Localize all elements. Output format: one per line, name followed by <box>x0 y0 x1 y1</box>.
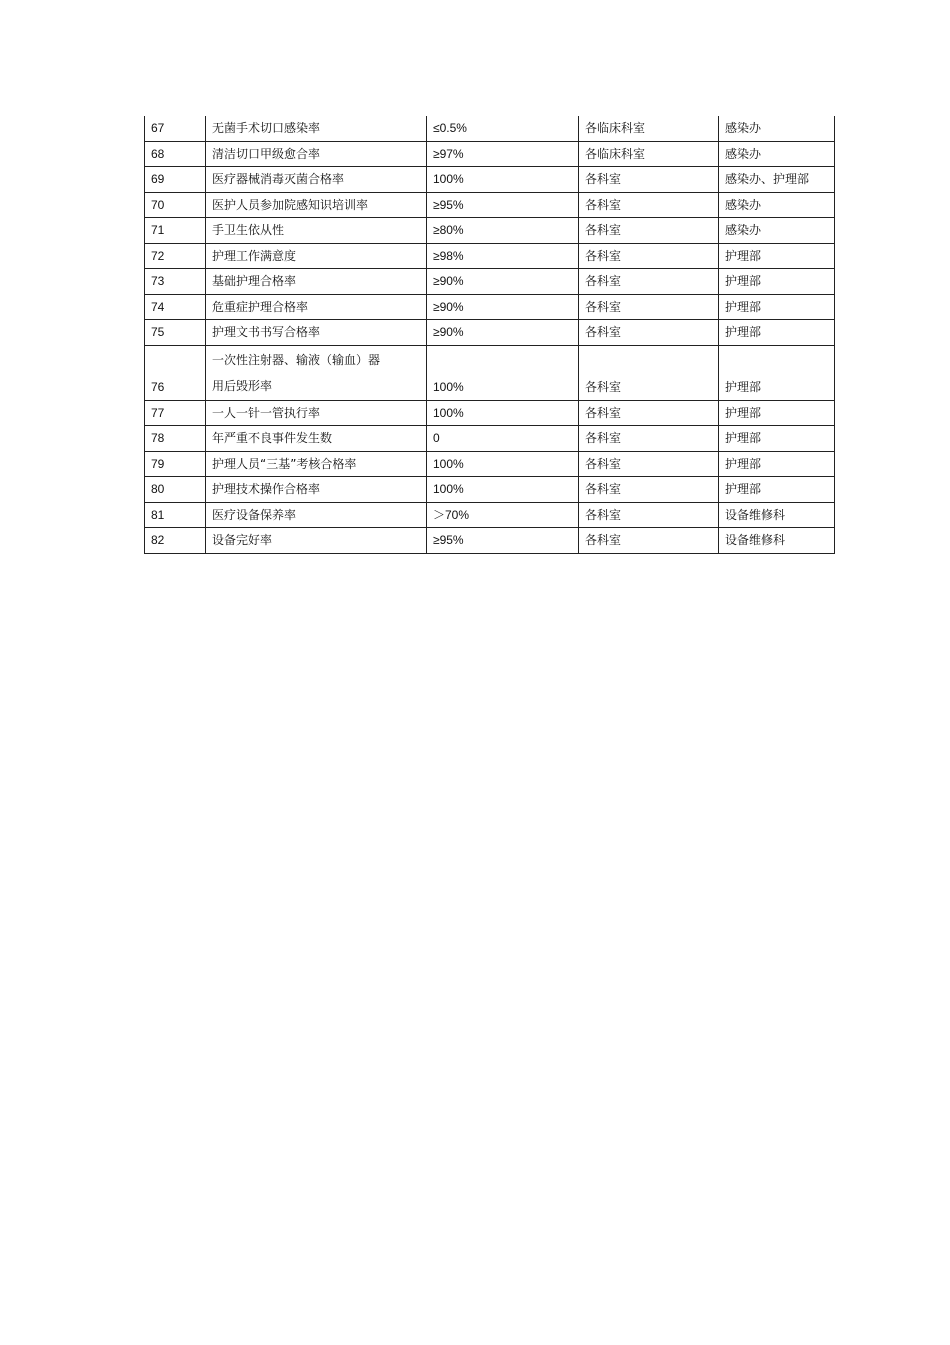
row-number: 72 <box>145 243 206 269</box>
responsible-department: 护理部 <box>719 345 835 400</box>
target-value: ≥80% <box>427 218 579 244</box>
row-number: 78 <box>145 426 206 452</box>
row-number: 75 <box>145 320 206 346</box>
row-number: 70 <box>145 192 206 218</box>
responsible-department: 感染办 <box>719 116 835 141</box>
table-row <box>145 426 835 452</box>
responsible-department: 护理部 <box>719 243 835 269</box>
table-row <box>145 451 835 477</box>
table-row <box>145 218 835 244</box>
row-number: 81 <box>145 502 206 528</box>
table-row <box>145 269 835 295</box>
target-value: ≥90% <box>427 269 579 295</box>
responsible-department: 感染办、护理部 <box>719 167 835 193</box>
applicable-department: 各科室 <box>579 294 719 320</box>
table-row <box>145 294 835 320</box>
row-number: 79 <box>145 451 206 477</box>
target-value: 100% <box>427 400 579 426</box>
indicator-name: 一人一针一管执行率 <box>206 400 427 426</box>
row-number: 74 <box>145 294 206 320</box>
target-value: ≥98% <box>427 243 579 269</box>
responsible-department: 护理部 <box>719 477 835 503</box>
indicator-name: 基础护理合格率 <box>206 269 427 295</box>
applicable-department: 各科室 <box>579 426 719 452</box>
responsible-department: 护理部 <box>719 269 835 295</box>
responsible-department: 设备维修科 <box>719 502 835 528</box>
applicable-department: 各科室 <box>579 218 719 244</box>
table-row <box>145 528 835 554</box>
indicator-table-body <box>145 116 835 553</box>
responsible-department: 感染办 <box>719 141 835 167</box>
table-row <box>145 192 835 218</box>
indicator-name <box>206 345 427 400</box>
indicator-name: 护理工作满意度 <box>206 243 427 269</box>
indicator-name: 危重症护理合格率 <box>206 294 427 320</box>
target-value: ≥90% <box>427 294 579 320</box>
target-value: ≥90% <box>427 320 579 346</box>
target-value: 100% <box>427 451 579 477</box>
table-row <box>145 243 835 269</box>
applicable-department: 各科室 <box>579 243 719 269</box>
row-number: 68 <box>145 141 206 167</box>
indicator-name: 无菌手术切口感染率 <box>206 116 427 141</box>
responsible-department: 感染办 <box>719 192 835 218</box>
target-value: ≥95% <box>427 528 579 554</box>
indicator-name: 医护人员参加院感知识培训率 <box>206 192 427 218</box>
applicable-department: 各科室 <box>579 400 719 426</box>
responsible-department: 设备维修科 <box>719 528 835 554</box>
target-value: 0 <box>427 426 579 452</box>
applicable-department: 各科室 <box>579 477 719 503</box>
row-number: 67 <box>145 116 206 141</box>
table-row <box>145 320 835 346</box>
indicator-name: 年严重不良事件发生数 <box>206 426 427 452</box>
row-number: 80 <box>145 477 206 503</box>
applicable-department: 各科室 <box>579 528 719 554</box>
applicable-department: 各科室 <box>579 502 719 528</box>
responsible-department: 护理部 <box>719 451 835 477</box>
table-row <box>145 502 835 528</box>
row-number: 69 <box>145 167 206 193</box>
row-number: 77 <box>145 400 206 426</box>
table-row <box>145 141 835 167</box>
responsible-department: 护理部 <box>719 294 835 320</box>
indicator-name: 护理文书书写合格率 <box>206 320 427 346</box>
row-number: 82 <box>145 528 206 554</box>
responsible-department: 护理部 <box>719 400 835 426</box>
table-row <box>145 400 835 426</box>
target-value: ≤0.5% <box>427 116 579 141</box>
applicable-department: 各科室 <box>579 320 719 346</box>
row-number: 73 <box>145 269 206 295</box>
responsible-department: 护理部 <box>719 320 835 346</box>
applicable-department: 各科室 <box>579 167 719 193</box>
indicator-name: 设备完好率 <box>206 528 427 554</box>
table-row <box>145 477 835 503</box>
target-value: 100% <box>427 167 579 193</box>
responsible-department: 护理部 <box>719 426 835 452</box>
indicator-name-line-2: 用后毁形率 <box>212 378 273 393</box>
applicable-department: 各临床科室 <box>579 116 719 141</box>
indicator-name: 医疗器械消毒灭菌合格率 <box>206 167 427 193</box>
indicator-name: 护理人员“三基”考核合格率 <box>206 451 427 477</box>
indicator-name-line-1: 一次性注射器、输液（输血）器 <box>212 352 381 367</box>
indicator-table <box>144 116 835 554</box>
indicator-name: 手卫生依从性 <box>206 218 427 244</box>
target-value: 100% <box>427 477 579 503</box>
target-value: ＞70% <box>427 502 579 528</box>
indicator-name: 医疗设备保养率 <box>206 502 427 528</box>
target-value: ≥97% <box>427 141 579 167</box>
indicator-name: 清洁切口甲级愈合率 <box>206 141 427 167</box>
table-row <box>145 345 835 400</box>
table-row <box>145 167 835 193</box>
target-value: ≥95% <box>427 192 579 218</box>
applicable-department: 各科室 <box>579 345 719 400</box>
table-row <box>145 116 835 141</box>
applicable-department: 各临床科室 <box>579 141 719 167</box>
applicable-department: 各科室 <box>579 451 719 477</box>
row-number: 76 <box>145 345 206 400</box>
target-value: 100% <box>427 345 579 400</box>
applicable-department: 各科室 <box>579 192 719 218</box>
responsible-department: 感染办 <box>719 218 835 244</box>
indicator-name: 护理技术操作合格率 <box>206 477 427 503</box>
applicable-department: 各科室 <box>579 269 719 295</box>
row-number: 71 <box>145 218 206 244</box>
